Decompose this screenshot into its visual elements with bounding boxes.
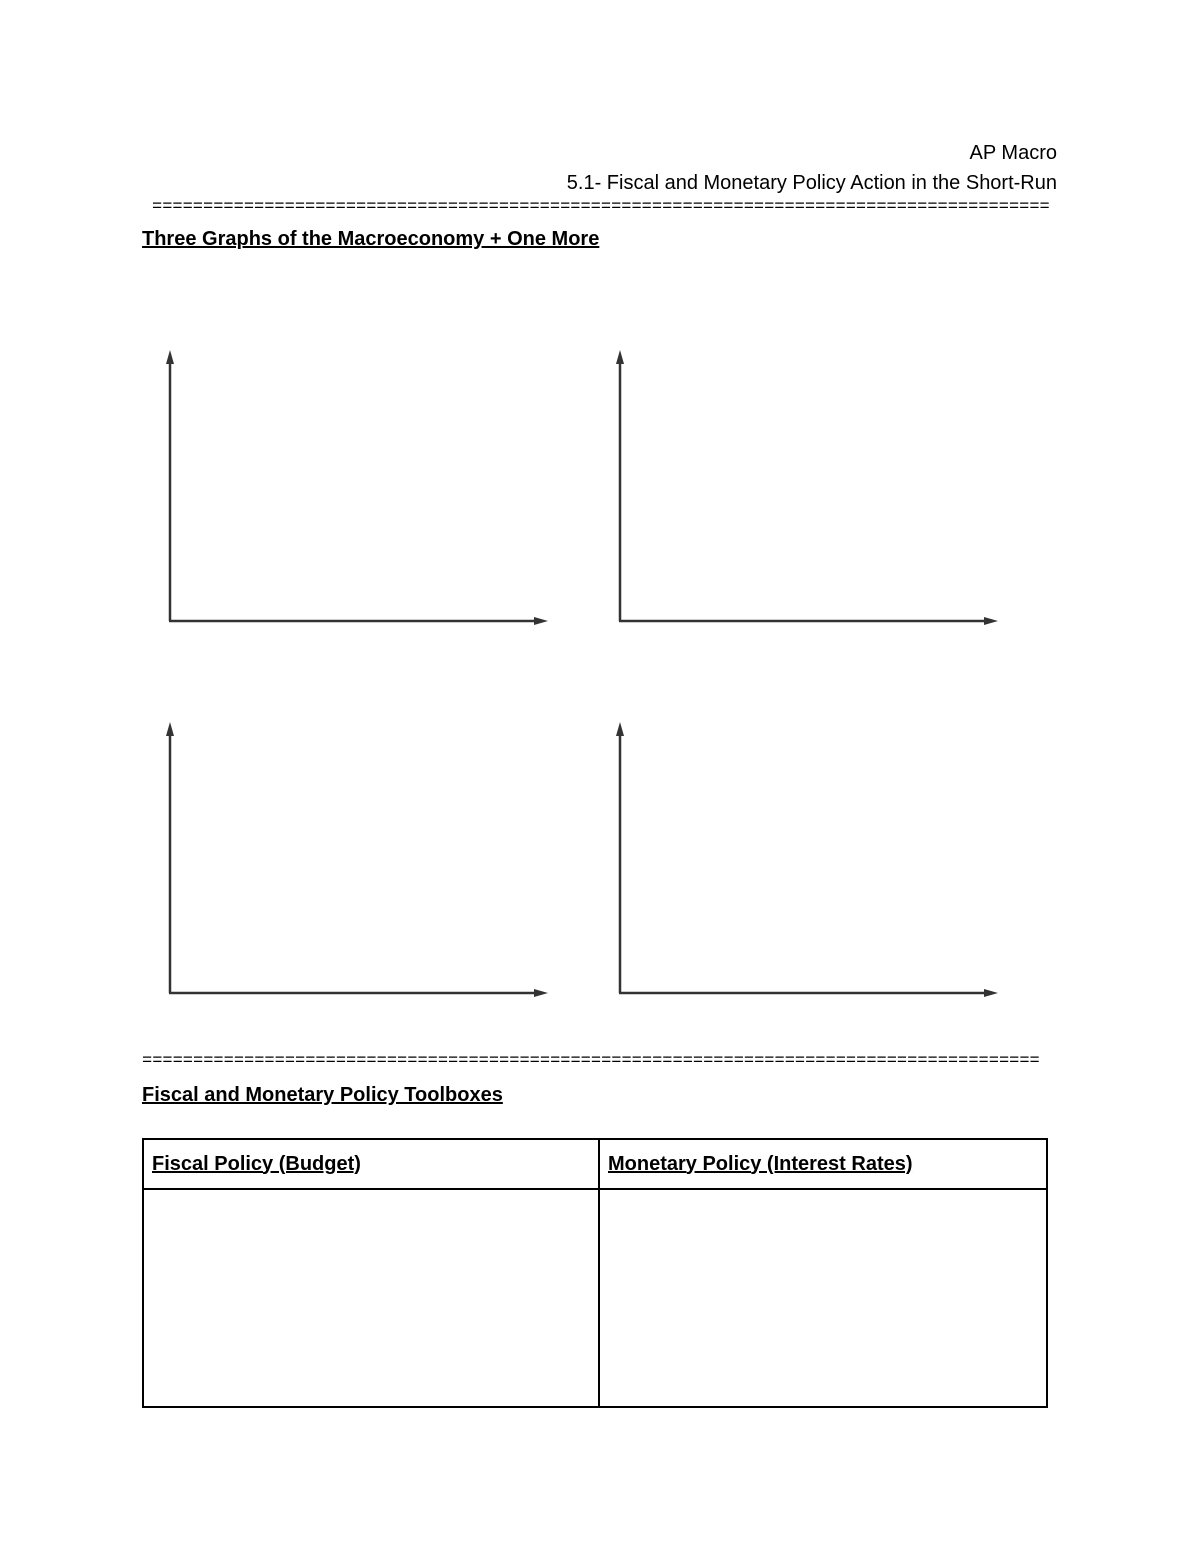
table-header-row [143, 1139, 1047, 1189]
fiscal-policy-header: Fiscal Policy (Budget) [143, 1139, 599, 1189]
section-title-toolboxes: Fiscal and Monetary Policy Toolboxes [142, 1084, 503, 1106]
divider-top: ======================================================================================== [152, 198, 1050, 217]
divider-middle: ======================================================================================== [142, 1052, 1040, 1071]
monetary-policy-answer-cell[interactable] [599, 1189, 1047, 1407]
blank-graph-axes-1 [150, 340, 560, 640]
table-row [143, 1189, 1047, 1407]
section-title-graphs: Three Graphs of the Macroeconomy + One More [142, 228, 600, 250]
blank-graph-axes-3 [150, 712, 560, 1012]
monetary-policy-header: Monetary Policy (Interest Rates) [599, 1139, 1047, 1189]
course-name: AP Macro [969, 142, 1057, 164]
policy-toolbox-table [142, 1138, 1048, 1408]
blank-graph-axes-4 [600, 712, 1010, 1012]
fiscal-policy-answer-cell[interactable] [143, 1189, 599, 1407]
blank-graph-axes-2 [600, 340, 1010, 640]
lesson-subtitle: 5.1- Fiscal and Monetary Policy Action in the Short-Run [566, 172, 1057, 194]
